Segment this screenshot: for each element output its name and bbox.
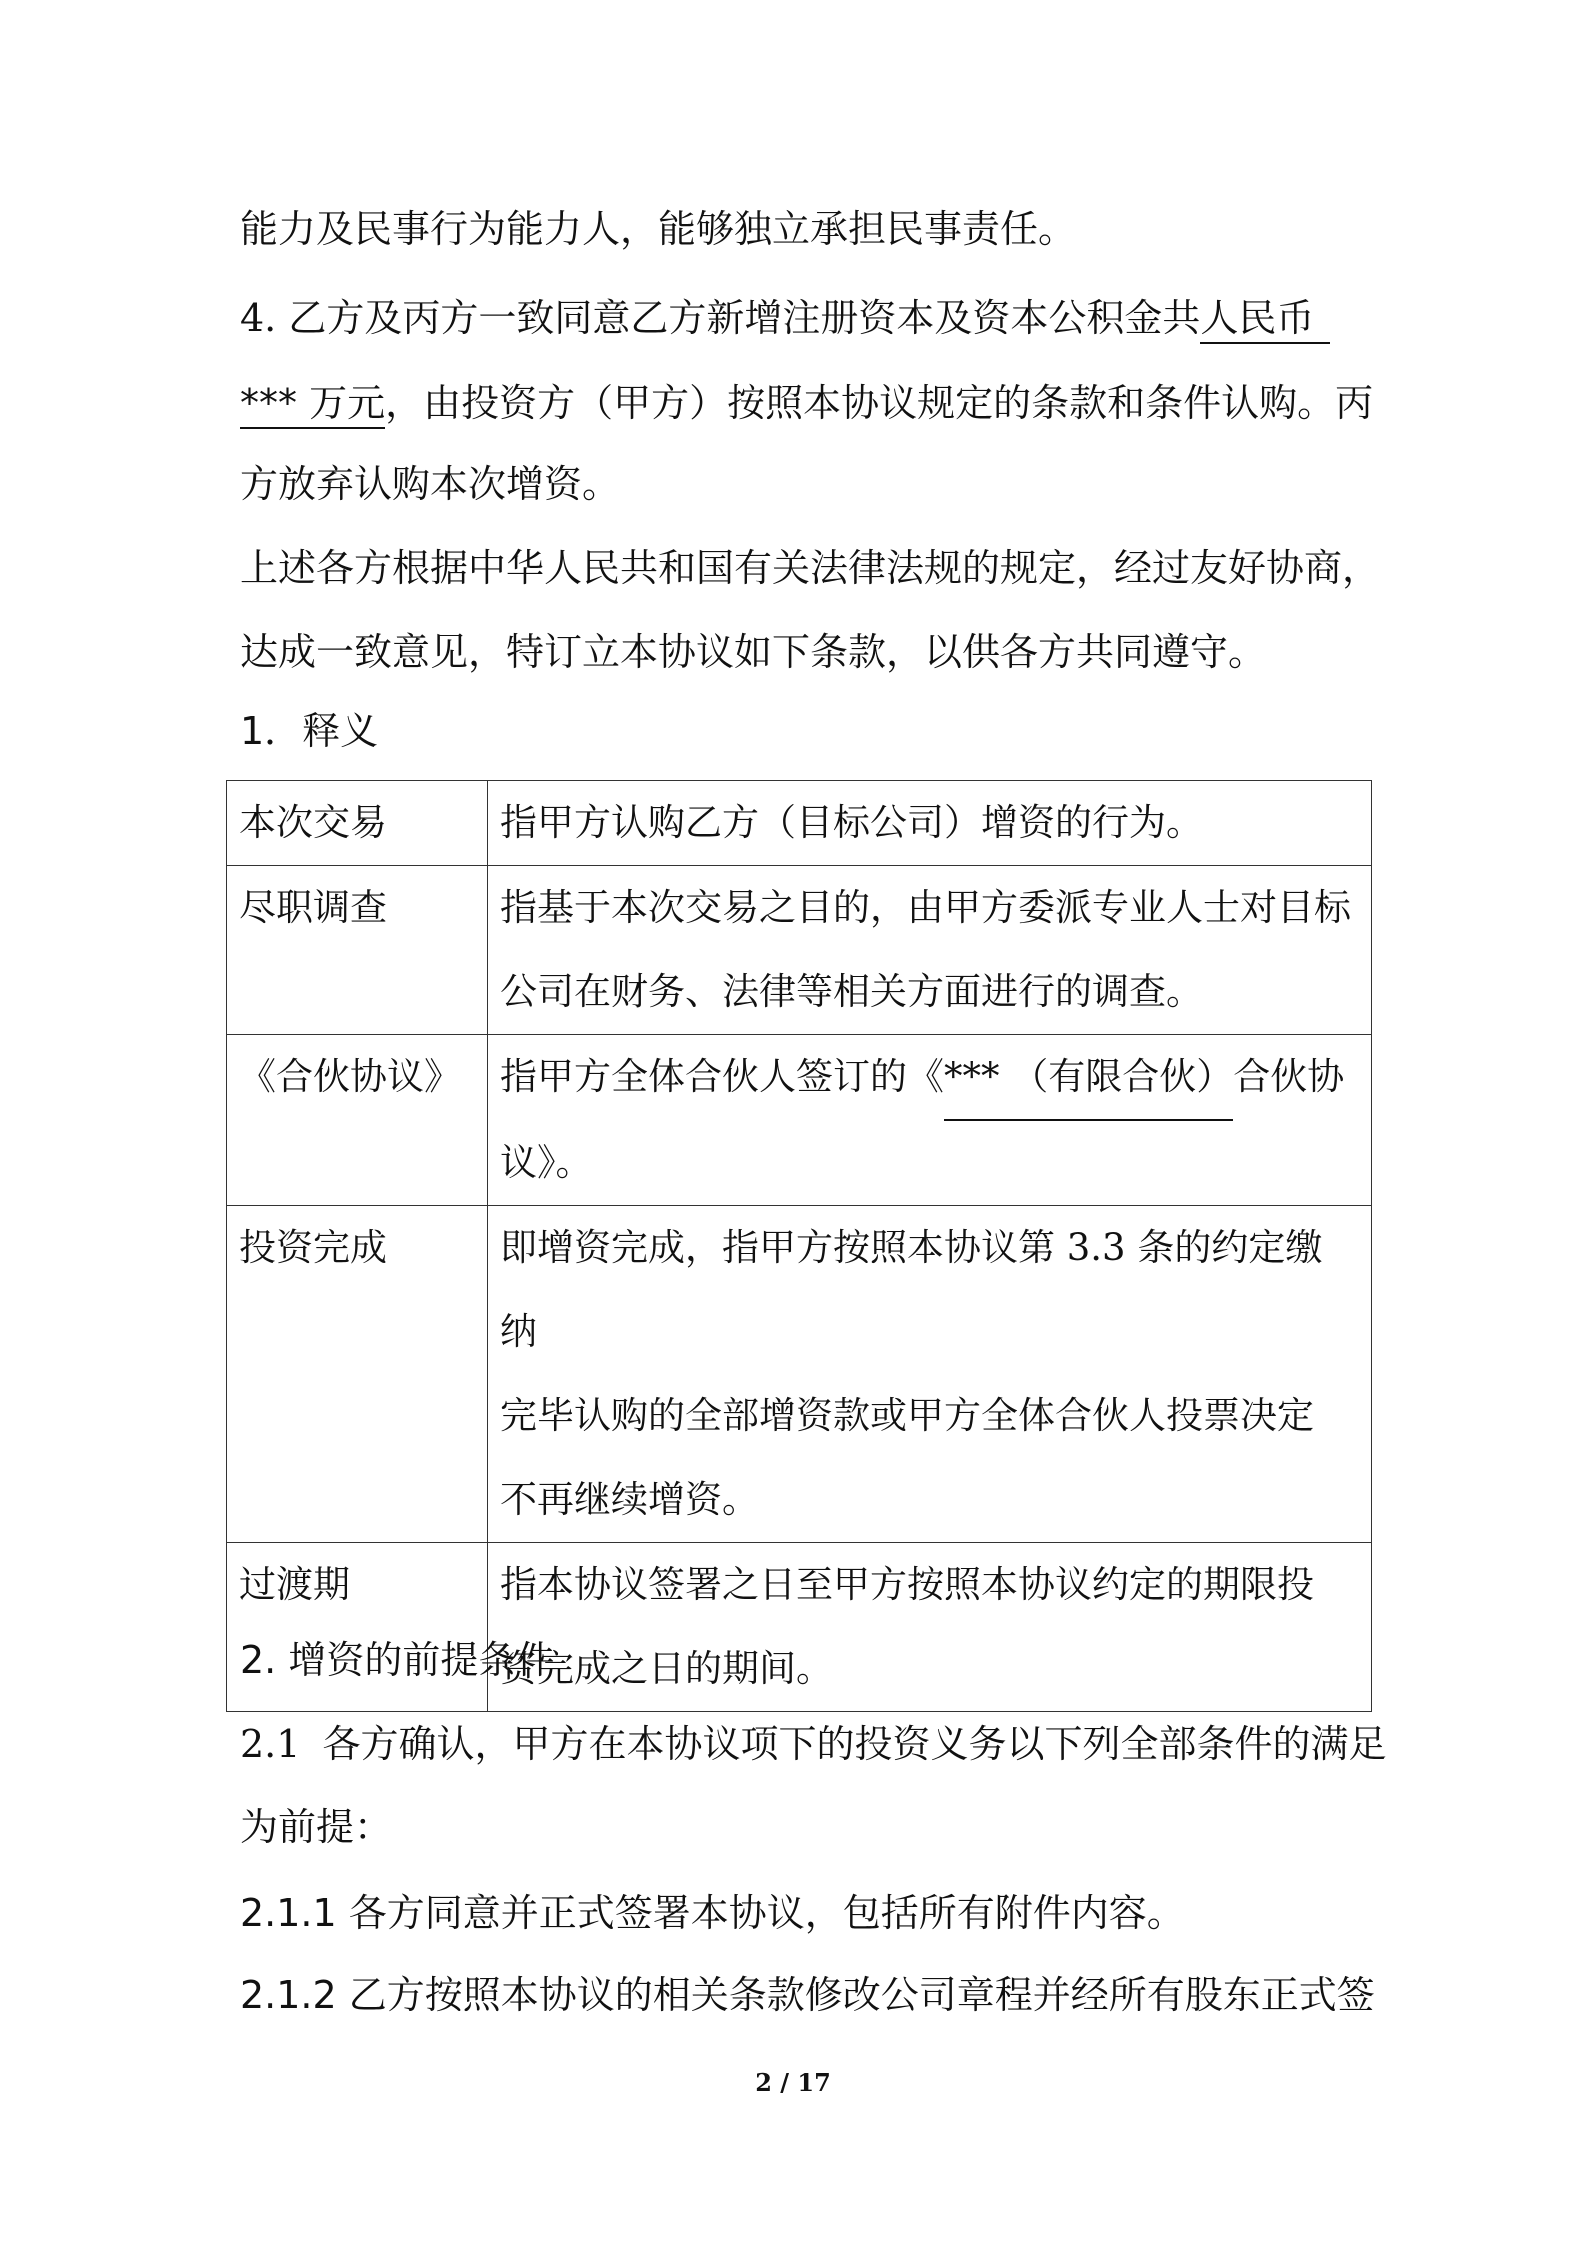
definition-text [488,1035,1372,1206]
definition-line: 即增资完成，指甲方按照本协议第 3.3 条的约定缴纳 [500,1226,1323,1353]
table-row [227,1035,1372,1206]
item-4-number: 4. [240,296,277,340]
page-number: 2 / 17 [755,2068,831,2097]
definition-line: 不再继续增资。 [500,1478,759,1521]
definition-line: 资完成之日的期间。 [500,1647,833,1690]
definition-line: 公司在财务、法律等相关方面进行的调查。 [500,970,1203,1013]
definition-line-part: 合伙协 [1233,1055,1345,1098]
definitions-table [226,780,1372,1712]
definition-line: 议》。 [500,1141,593,1184]
item-4-underlined-currency: 人民币 [1200,294,1330,344]
section-2-title: 2. 增资的前提条件 [240,1638,555,1682]
definition-line: 指基于本次交易之目的，由甲方委派专业人士对目标 [500,886,1351,929]
definition-line [500,1035,1359,1121]
clause-2-1-text: 各方确认，甲方在本协议项下的投资义务以下列全部条件的满足 [322,1722,1387,1766]
preamble-line-2: 达成一致意见，特订立本协议如下条款，以供各方共同遵守。 [240,630,1267,674]
clause-2-1-2: 2.1.2 乙方按照本协议的相关条款修改公司章程并经所有股东正式签 [240,1973,1375,2017]
table-row [227,866,1372,1035]
definition-text [488,1543,1372,1712]
definition-text: 指甲方认购乙方（目标公司）增资的行为。 [488,781,1372,866]
definition-term: 过渡期 [227,1543,488,1712]
definition-line: 指本协议签署之日至甲方按照本协议约定的期限投 [500,1563,1314,1606]
table-row [227,1206,1372,1543]
definition-term: 投资完成 [227,1206,488,1543]
item-4-underlined-amount: *** 万元 [240,379,385,429]
definition-text [488,866,1372,1035]
preamble-line-1: 上述各方根据中华人民共和国有关法律法规的规定，经过友好协商， [240,546,1381,590]
definition-text [488,1206,1372,1543]
definition-line: 完毕认购的全部增资款或甲方全体合伙人投票决定 [500,1394,1314,1437]
definition-term: 本次交易 [227,781,488,866]
table-row [227,781,1372,866]
clause-2-1-1: 2.1.1 各方同意并正式签署本协议，包括所有附件内容。 [240,1891,1185,1935]
table-row [227,1543,1372,1712]
definition-term: 《合伙协议》 [227,1035,488,1206]
clause-2-1-number: 2.1 [240,1722,301,1766]
item-4-line-2 [240,379,1373,429]
item-4-text-b: ，由投资方（甲方）按照本协议规定的条款和条件认购。丙 [385,381,1374,425]
definition-line-part: 指甲方全体合伙人签订的《 [500,1055,944,1098]
item-4-line-1 [240,294,1330,344]
clause-2-1-line-2: 为前提： [240,1805,393,1849]
item-4-text-a: 乙方及丙方一致同意乙方新增注册资本及资本公积金共 [288,296,1201,340]
item-4-line-3: 方放弃认购本次增资。 [240,462,621,506]
clause-2-1-line-1 [240,1720,1386,1768]
definition-underlined-name: *** （有限合伙） [944,1035,1233,1121]
intro-line: 能力及民事行为能力人，能够独立承担民事责任。 [240,207,1077,251]
definition-term: 尽职调查 [227,866,488,1035]
section-1-title: 1．释义 [240,709,379,753]
